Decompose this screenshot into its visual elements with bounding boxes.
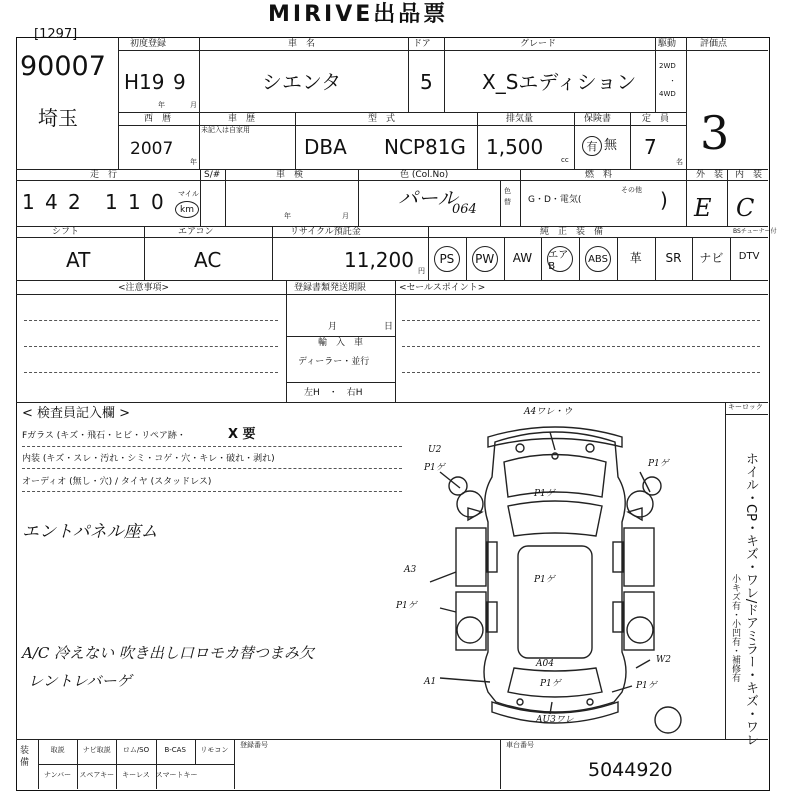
options-side-label: 装備 <box>20 746 30 768</box>
audio-tire: オーディオ (無し・穴) / タイヤ (スタッドレス) <box>22 477 212 487</box>
km-unit: km <box>175 201 199 218</box>
label-aircon: エアコン <box>178 227 214 237</box>
model-code: NCP81G <box>384 135 466 159</box>
color-change: 色替 <box>504 187 511 207</box>
label-sales-points: <セールスポイント> <box>399 283 486 293</box>
option-2-3: スマートキー <box>155 771 198 779</box>
label-import: 輸 入 車 <box>318 338 364 348</box>
drive-4wd: 4WD <box>659 90 676 98</box>
year-mark: 年 <box>158 101 165 109</box>
label-frame-no: 車台番号 <box>506 741 534 749</box>
cc-unit: cc <box>561 156 569 164</box>
mileage-digit-5: 1 <box>128 190 141 214</box>
label-dealer: ディーラー・並行 <box>298 357 370 367</box>
aircon-value: AC <box>194 248 222 272</box>
option-2-1: スペアキー <box>79 771 115 779</box>
warranty-has: 有 <box>582 136 602 156</box>
label-interior: 内 装 <box>735 170 763 180</box>
option-1-3: B-CAS <box>164 746 186 754</box>
reg-month: 9 <box>173 70 186 94</box>
sheet-title: MIRIVE出品票 <box>268 2 449 27</box>
month-mark: 月 <box>190 101 197 109</box>
mileage-digit-1: 1 <box>22 190 35 214</box>
label-keylock: キーロック <box>728 403 763 411</box>
exterior-grade: E <box>694 194 712 222</box>
interior-condition: 内装 (キズ・スレ・汚れ・シミ・コゲ・穴・キレ・破れ・剥れ) <box>22 454 275 464</box>
car-name: シエンタ <box>262 70 342 94</box>
label-inspection: 車 検 <box>276 170 304 180</box>
label-car-name: 車 名 <box>288 39 316 49</box>
option-2-2: キーレス <box>122 771 150 779</box>
mileage-digit-6: 0 <box>151 190 164 214</box>
equipment-item-1: PW <box>472 246 498 272</box>
label-reg-expiry: 登録書類発送期限 <box>294 283 367 293</box>
f-glass-x: X 要 <box>228 427 256 442</box>
doors-value: 5 <box>420 70 433 94</box>
label-notes: <注意事項> <box>118 283 170 293</box>
color-number: 064 <box>452 202 477 217</box>
label-warranty: 保険書 <box>584 114 612 124</box>
equipment-item-8: DTV <box>738 251 760 262</box>
label-steering: 左H ・ 右H <box>304 388 363 398</box>
miles-unit: マイル <box>178 190 199 198</box>
label-recycle: リサイクル預託金 <box>290 227 361 237</box>
label-sj: S/# <box>204 170 221 180</box>
equipment-item-5: 革 <box>629 251 642 265</box>
auction-sheet: MIRIVE出品票 [1297] 90007 埼玉 初度登録 車 名 ドア グレード 駆動 評価点 H19 9 年 月 シエンタ 5 X_Sエディション 2WD ・ 4WD 3 西 暦 車 歴 未記入は自家用 型 式 排気量 保険書 定 員 2007 年 DBA NCP81G 1,500 cc 有 無 7 名 走 行 S/# 車 検 色 (Col.No) 燃 料 外 装 内 装 1 4 2 1 1 0 マイル km 年 月 パール 064 色替 G・D・電気( その他 ) E C シフト エアコン リサイクル預託金 純 正 装 備 BSチューナー付 AT AC 11,200 円 <注意事項> 登録書類発送期限 <セールスポイント> 月 日 輸 入 車 ディーラー・並行 左H ・ 右H キーロック < 検査員記入欄 > Fガラス (キズ・飛石・ヒビ・リペア跡・ X 要 内装 (キズ・スレ・汚れ・シミ・コゲ・穴・キレ・破れ・剥れ) オーディオ (無し・穴) / タイヤ (スタッドレス) エントパネル座ム A/C 冷えない 吹き出し口ロモカ替つまみ欠 レントレバーゲ ホイル・CP・キズ・ワレ/ドアミラー・キズ・ワレ 小キズ有・小凹有・補修有 A4ワレ・ウ U2 P1ゲ P1ゲ P1ゲ A3 P1ゲ P1ゲ A04 P1ゲ W2 A1 P1ゲ AU3ワレ 装備 登録番号 車台番号 5044920 PS PW AW エアB ABS 革 SR ナビ DTV 取説 ナビ取説 ロム/SO B-CAS リモコン ナンバー スペアキー キーレス スマートキー <box>0 0 800 800</box>
label-fuel: 燃 料 <box>585 170 613 180</box>
label-navi-tuner: BSチューナー付 <box>733 228 777 235</box>
side-note-2: 小キズ有・小凹有・補修有 <box>730 574 740 682</box>
handwritten-note-1: A/C 冷えない 吹き出し口ロモカ替つまみ欠 <box>22 644 314 662</box>
drive-2wd: 2WD <box>659 62 676 70</box>
shift-value: AT <box>66 248 91 272</box>
label-equipment: 純 正 装 備 <box>540 227 604 237</box>
mileage-digit-2: 4 <box>45 190 58 214</box>
lot-number: 90007 <box>20 51 106 82</box>
model-prefix: DBA <box>304 135 347 159</box>
label-western-year: 西 暦 <box>144 114 172 124</box>
label-reg-no: 登録番号 <box>240 741 268 749</box>
displacement-value: 1,500 <box>486 135 544 159</box>
label-drive: 駆動 <box>658 39 677 49</box>
label-history: 車 歴 <box>228 114 256 124</box>
label-exterior: 外 装 <box>696 170 724 180</box>
warranty-none: 無 <box>604 138 618 153</box>
capacity-value: 7 <box>644 135 657 159</box>
option-1-4: リモコン <box>200 746 229 754</box>
side-note: ホイル・CP・キズ・ワレ/ドアミラー・キズ・ワレ <box>743 452 758 747</box>
label-capacity: 定 員 <box>642 114 670 124</box>
label-mileage: 走 行 <box>90 170 118 180</box>
option-2-0: ナンバー <box>44 771 72 779</box>
fuel-other: その他 <box>621 186 642 194</box>
interior-grade: C <box>736 194 755 222</box>
equipment-item-7: ナビ <box>699 251 724 265</box>
label-first-reg: 初度登録 <box>130 39 167 49</box>
region: 埼玉 <box>38 106 78 130</box>
reg-era: H19 <box>124 70 165 94</box>
option-1-1: ナビ取説 <box>82 746 111 754</box>
mileage-digit-3: 2 <box>68 190 81 214</box>
option-1-2: ロム/SO <box>122 746 150 754</box>
option-1-0: 取説 <box>50 746 65 754</box>
label-color: 色 (Col.No) <box>400 170 449 180</box>
fuel-options: G・D・電気( <box>528 195 582 205</box>
label-grade: グレード <box>520 39 557 49</box>
western-year: 2007 <box>130 139 174 159</box>
label-doors: ドア <box>413 39 431 49</box>
handwritten-interior: エントパネル座ム <box>22 522 158 542</box>
yen-unit: 円 <box>418 267 425 275</box>
frame-number: 5044920 <box>588 759 673 781</box>
equipment-item-3: エアB <box>547 246 573 272</box>
equipment-item-4: ABS <box>585 246 611 272</box>
equipment-item-2: AW <box>512 251 533 265</box>
label-rating: 評価点 <box>700 39 728 49</box>
label-inspector: < 検査員記入欄 > <box>22 406 131 421</box>
mileage-digit-4: 1 <box>105 190 118 214</box>
lot-code: [1297] <box>34 27 78 42</box>
grade-value: X_Sエディション <box>482 70 637 94</box>
label-model: 型 式 <box>368 114 396 124</box>
history-note: 未記入は自家用 <box>201 126 250 134</box>
equipment-item-6: SR <box>665 251 682 265</box>
rating-score: 3 <box>700 106 730 160</box>
color-value: パール <box>398 186 458 210</box>
f-glass: Fガラス (キズ・飛石・ヒビ・リペア跡・ <box>22 431 186 441</box>
recycle-value: 11,200 <box>344 248 414 272</box>
label-shift: シフト <box>52 227 80 237</box>
label-displacement: 排気量 <box>506 114 534 124</box>
equipment-item-0: PS <box>434 246 460 272</box>
car-damage-diagram <box>400 402 725 739</box>
handwritten-note-2: レントレバーゲ <box>28 672 132 690</box>
